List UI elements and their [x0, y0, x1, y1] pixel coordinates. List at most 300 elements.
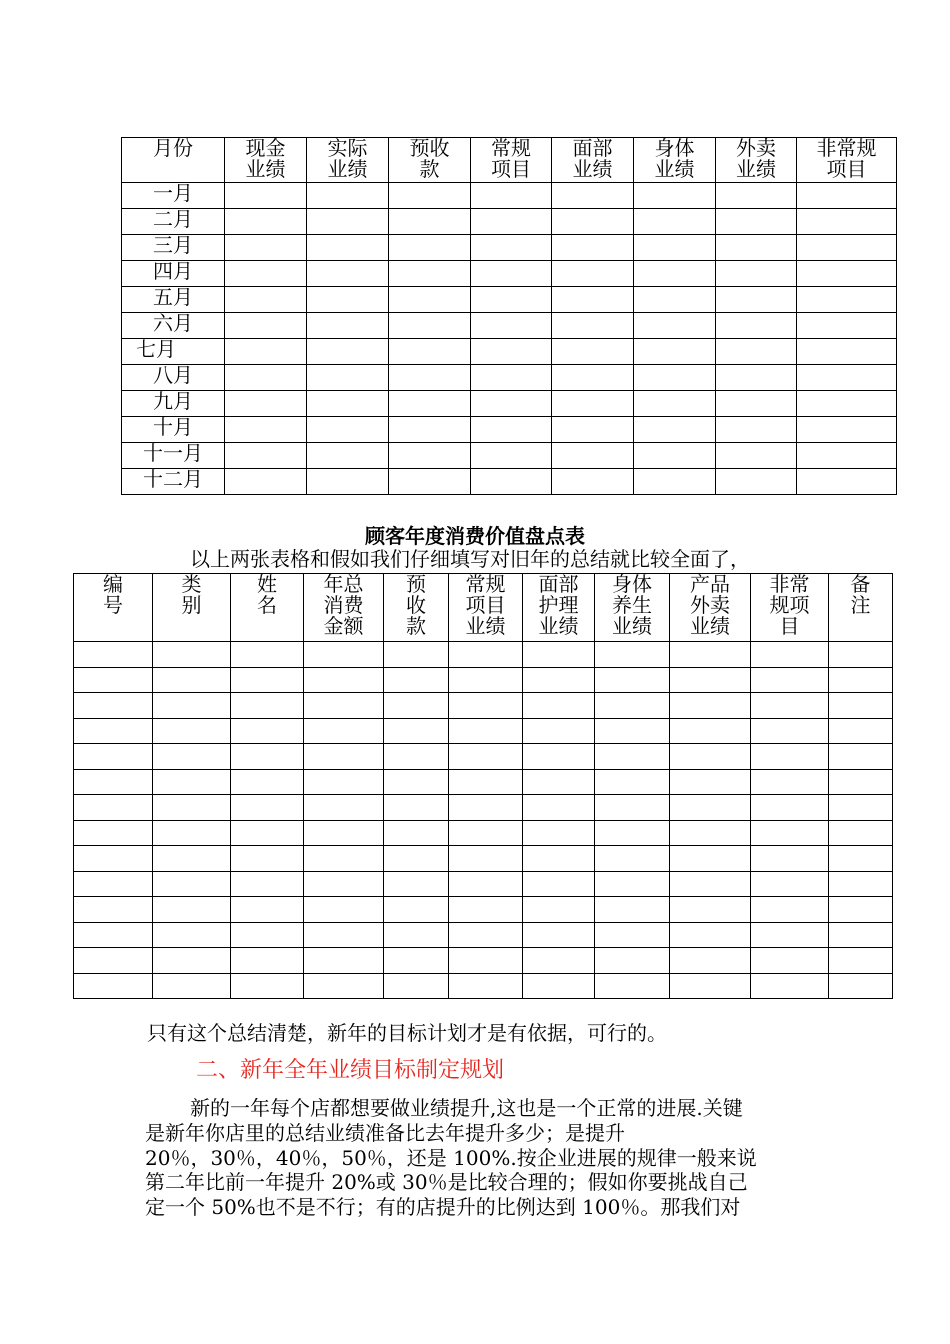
empty-cell — [389, 339, 471, 365]
table2-header-cell: 常规 项目 业绩 — [449, 574, 523, 642]
table-row — [74, 718, 893, 744]
empty-cell — [231, 948, 304, 974]
empty-cell — [471, 469, 552, 495]
month-cell: 四月 — [122, 261, 225, 287]
month-cell: 十二月 — [122, 469, 225, 495]
empty-cell — [471, 339, 552, 365]
empty-cell — [716, 235, 797, 261]
table1-header-cell: 实际 业绩 — [307, 138, 389, 183]
empty-cell — [523, 973, 595, 999]
table1-header-cell: 外卖 业绩 — [716, 138, 797, 183]
empty-cell — [670, 846, 751, 872]
empty-cell — [389, 443, 471, 469]
empty-cell — [751, 769, 829, 795]
empty-cell — [153, 846, 231, 872]
empty-cell — [153, 871, 231, 897]
empty-cell — [449, 871, 523, 897]
empty-cell — [231, 846, 304, 872]
empty-cell — [384, 922, 449, 948]
empty-cell — [595, 871, 670, 897]
empty-cell — [797, 235, 897, 261]
empty-cell — [523, 922, 595, 948]
table1-header-cell: 预收 款 — [389, 138, 471, 183]
empty-cell — [449, 667, 523, 693]
empty-cell — [634, 339, 716, 365]
empty-cell — [751, 667, 829, 693]
empty-cell — [74, 871, 153, 897]
empty-cell — [449, 922, 523, 948]
table-row — [122, 391, 897, 417]
empty-cell — [231, 922, 304, 948]
empty-cell — [153, 948, 231, 974]
paragraph-line-3: 20％，30％，40％，50％，还是 100%.按企业进展的规律一般来说 — [145, 1146, 757, 1170]
empty-cell — [449, 718, 523, 744]
empty-cell — [225, 209, 307, 235]
empty-cell — [829, 769, 893, 795]
empty-cell — [389, 417, 471, 443]
empty-cell — [634, 417, 716, 443]
empty-cell — [307, 417, 389, 443]
empty-cell — [634, 183, 716, 209]
table-row — [122, 209, 897, 235]
paragraph-line-5: 定一个 50%也不是不行；有的店提升的比例达到 100％。那我们对 — [145, 1195, 741, 1219]
empty-cell — [523, 820, 595, 846]
empty-cell — [74, 693, 153, 719]
empty-cell — [231, 744, 304, 770]
empty-cell — [552, 235, 634, 261]
table-row — [122, 443, 897, 469]
table1-header-cell: 面部 业绩 — [552, 138, 634, 183]
empty-cell — [449, 744, 523, 770]
table-row — [74, 871, 893, 897]
empty-cell — [634, 469, 716, 495]
empty-cell — [225, 235, 307, 261]
empty-cell — [304, 871, 384, 897]
empty-cell — [829, 897, 893, 923]
empty-cell — [552, 183, 634, 209]
empty-cell — [304, 667, 384, 693]
empty-cell — [307, 443, 389, 469]
empty-cell — [471, 235, 552, 261]
empty-cell — [523, 795, 595, 821]
month-cell: 二月 — [122, 209, 225, 235]
table-row — [122, 365, 897, 391]
empty-cell — [751, 871, 829, 897]
empty-cell — [829, 820, 893, 846]
empty-cell — [751, 820, 829, 846]
empty-cell — [670, 897, 751, 923]
empty-cell — [595, 769, 670, 795]
empty-cell — [449, 948, 523, 974]
empty-cell — [797, 417, 897, 443]
empty-cell — [670, 973, 751, 999]
empty-cell — [797, 469, 897, 495]
empty-cell — [384, 871, 449, 897]
month-cell: 七月 — [122, 339, 225, 365]
empty-cell — [389, 183, 471, 209]
empty-cell — [716, 287, 797, 313]
empty-cell — [670, 693, 751, 719]
empty-cell — [716, 209, 797, 235]
empty-cell — [307, 339, 389, 365]
table-row — [74, 667, 893, 693]
empty-cell — [751, 718, 829, 744]
empty-cell — [304, 820, 384, 846]
empty-cell — [471, 443, 552, 469]
empty-cell — [595, 973, 670, 999]
empty-cell — [231, 693, 304, 719]
empty-cell — [384, 820, 449, 846]
empty-cell — [231, 871, 304, 897]
empty-cell — [829, 973, 893, 999]
table-row — [74, 846, 893, 872]
empty-cell — [523, 642, 595, 668]
table2-header-cell: 非常 规项 目 — [751, 574, 829, 642]
empty-cell — [389, 287, 471, 313]
empty-cell — [153, 718, 231, 744]
empty-cell — [389, 469, 471, 495]
empty-cell — [797, 287, 897, 313]
empty-cell — [74, 769, 153, 795]
table-row — [74, 897, 893, 923]
empty-cell — [797, 313, 897, 339]
empty-cell — [304, 846, 384, 872]
empty-cell — [829, 642, 893, 668]
empty-cell — [634, 365, 716, 391]
empty-cell — [634, 313, 716, 339]
empty-cell — [384, 667, 449, 693]
empty-cell — [595, 667, 670, 693]
table2-header-cell: 编 号 — [74, 574, 153, 642]
empty-cell — [634, 261, 716, 287]
empty-cell — [797, 209, 897, 235]
empty-cell — [74, 948, 153, 974]
empty-cell — [304, 897, 384, 923]
empty-cell — [829, 871, 893, 897]
empty-cell — [670, 795, 751, 821]
empty-cell — [670, 744, 751, 770]
empty-cell — [670, 871, 751, 897]
table-row — [122, 261, 897, 287]
empty-cell — [384, 795, 449, 821]
empty-cell — [231, 820, 304, 846]
table-row — [74, 642, 893, 668]
empty-cell — [225, 469, 307, 495]
empty-cell — [449, 897, 523, 923]
empty-cell — [670, 820, 751, 846]
empty-cell — [829, 795, 893, 821]
empty-cell — [751, 922, 829, 948]
empty-cell — [307, 261, 389, 287]
table1-header-cell: 常规 项目 — [471, 138, 552, 183]
paragraph-line-4: 第二年比前一年提升 20%或 30％是比较合理的；假如你要挑战自己 — [145, 1170, 748, 1194]
empty-cell — [670, 922, 751, 948]
empty-cell — [634, 391, 716, 417]
empty-cell — [716, 261, 797, 287]
empty-cell — [523, 948, 595, 974]
section-heading: 二、新年全年业绩目标制定规划 — [196, 1058, 505, 1083]
empty-cell — [716, 417, 797, 443]
empty-cell — [523, 897, 595, 923]
empty-cell — [716, 339, 797, 365]
empty-cell — [231, 973, 304, 999]
table-row — [74, 922, 893, 948]
intro-text: 以上两张表格和假如我们仔细填写对旧年的总结就比较全面了， — [190, 547, 750, 571]
summary-line: 只有这个总结清楚，新年的目标计划才是有依据，可行的。 — [147, 1021, 667, 1045]
table1-header-cell: 非常规 项目 — [797, 138, 897, 183]
empty-cell — [153, 795, 231, 821]
table-row — [122, 313, 897, 339]
empty-cell — [471, 365, 552, 391]
empty-cell — [670, 718, 751, 744]
empty-cell — [384, 642, 449, 668]
table-row — [74, 744, 893, 770]
customer-value-table — [73, 573, 893, 999]
empty-cell — [449, 973, 523, 999]
table-row — [74, 948, 893, 974]
empty-cell — [716, 391, 797, 417]
empty-cell — [389, 261, 471, 287]
table2-header-cell: 预 收 款 — [384, 574, 449, 642]
table-row — [122, 183, 897, 209]
table-row — [122, 339, 897, 365]
empty-cell — [797, 261, 897, 287]
empty-cell — [449, 769, 523, 795]
table-row — [122, 287, 897, 313]
empty-cell — [307, 183, 389, 209]
empty-cell — [449, 795, 523, 821]
empty-cell — [634, 209, 716, 235]
empty-cell — [231, 769, 304, 795]
empty-cell — [523, 744, 595, 770]
empty-cell — [829, 693, 893, 719]
empty-cell — [751, 642, 829, 668]
empty-cell — [304, 718, 384, 744]
empty-cell — [384, 897, 449, 923]
empty-cell — [751, 795, 829, 821]
empty-cell — [153, 693, 231, 719]
empty-cell — [670, 667, 751, 693]
empty-cell — [670, 769, 751, 795]
empty-cell — [449, 846, 523, 872]
empty-cell — [225, 287, 307, 313]
empty-cell — [523, 846, 595, 872]
empty-cell — [471, 391, 552, 417]
empty-cell — [471, 183, 552, 209]
table-row — [74, 769, 893, 795]
table2-header-cell: 姓 名 — [231, 574, 304, 642]
empty-cell — [797, 365, 897, 391]
empty-cell — [225, 391, 307, 417]
empty-cell — [153, 973, 231, 999]
month-cell: 三月 — [122, 235, 225, 261]
empty-cell — [552, 287, 634, 313]
empty-cell — [384, 948, 449, 974]
month-cell: 一月 — [122, 183, 225, 209]
empty-cell — [307, 313, 389, 339]
empty-cell — [389, 391, 471, 417]
empty-cell — [523, 769, 595, 795]
customer-value-table-title: 顾客年度消费价值盘点表 — [365, 524, 585, 548]
table-row — [74, 795, 893, 821]
empty-cell — [231, 897, 304, 923]
empty-cell — [595, 744, 670, 770]
empty-cell — [231, 795, 304, 821]
empty-cell — [304, 769, 384, 795]
empty-cell — [751, 897, 829, 923]
empty-cell — [751, 693, 829, 719]
empty-cell — [552, 365, 634, 391]
empty-cell — [449, 693, 523, 719]
empty-cell — [153, 642, 231, 668]
empty-cell — [307, 469, 389, 495]
empty-cell — [523, 667, 595, 693]
empty-cell — [153, 922, 231, 948]
empty-cell — [307, 391, 389, 417]
empty-cell — [716, 469, 797, 495]
empty-cell — [523, 693, 595, 719]
empty-cell — [595, 718, 670, 744]
empty-cell — [74, 718, 153, 744]
empty-cell — [797, 443, 897, 469]
empty-cell — [634, 287, 716, 313]
empty-cell — [829, 846, 893, 872]
table2-header-cell: 面部 护理 业绩 — [523, 574, 595, 642]
empty-cell — [304, 948, 384, 974]
empty-cell — [384, 769, 449, 795]
table2-header-cell: 年总 消费 金额 — [304, 574, 384, 642]
empty-cell — [595, 642, 670, 668]
empty-cell — [304, 973, 384, 999]
empty-cell — [634, 443, 716, 469]
empty-cell — [670, 948, 751, 974]
empty-cell — [449, 820, 523, 846]
empty-cell — [829, 948, 893, 974]
empty-cell — [74, 744, 153, 770]
empty-cell — [829, 744, 893, 770]
table-row — [74, 973, 893, 999]
empty-cell — [716, 313, 797, 339]
empty-cell — [153, 820, 231, 846]
empty-cell — [552, 339, 634, 365]
empty-cell — [389, 235, 471, 261]
empty-cell — [225, 313, 307, 339]
empty-cell — [670, 642, 751, 668]
empty-cell — [74, 667, 153, 693]
empty-cell — [307, 209, 389, 235]
empty-cell — [153, 769, 231, 795]
empty-cell — [523, 871, 595, 897]
paragraph-line-1: 新的一年每个店都想要做业绩提升,这也是一个正常的进展.关键 — [190, 1096, 743, 1120]
empty-cell — [471, 417, 552, 443]
empty-cell — [595, 693, 670, 719]
empty-cell — [153, 897, 231, 923]
month-cell: 六月 — [122, 313, 225, 339]
empty-cell — [829, 922, 893, 948]
empty-cell — [552, 313, 634, 339]
table2-header-cell: 类 别 — [153, 574, 231, 642]
empty-cell — [225, 339, 307, 365]
table1-header-cell: 身体 业绩 — [634, 138, 716, 183]
empty-cell — [384, 693, 449, 719]
empty-cell — [829, 667, 893, 693]
empty-cell — [307, 287, 389, 313]
month-cell: 十月 — [122, 417, 225, 443]
empty-cell — [225, 417, 307, 443]
empty-cell — [471, 209, 552, 235]
empty-cell — [797, 391, 897, 417]
empty-cell — [384, 973, 449, 999]
empty-cell — [751, 973, 829, 999]
empty-cell — [471, 287, 552, 313]
empty-cell — [74, 846, 153, 872]
empty-cell — [231, 667, 304, 693]
empty-cell — [716, 443, 797, 469]
empty-cell — [552, 443, 634, 469]
table2-header-cell: 备 注 — [829, 574, 893, 642]
empty-cell — [74, 820, 153, 846]
empty-cell — [595, 897, 670, 923]
empty-cell — [829, 718, 893, 744]
empty-cell — [552, 391, 634, 417]
empty-cell — [389, 209, 471, 235]
table2-header-cell: 身体 养生 业绩 — [595, 574, 670, 642]
empty-cell — [74, 973, 153, 999]
empty-cell — [389, 313, 471, 339]
table1-header-cell: 月份 — [122, 138, 225, 183]
empty-cell — [307, 235, 389, 261]
empty-cell — [304, 642, 384, 668]
month-cell: 五月 — [122, 287, 225, 313]
empty-cell — [552, 209, 634, 235]
empty-cell — [384, 744, 449, 770]
empty-cell — [471, 313, 552, 339]
table-row — [122, 417, 897, 443]
empty-cell — [595, 846, 670, 872]
table2-header-row — [74, 574, 893, 642]
empty-cell — [797, 183, 897, 209]
empty-cell — [304, 922, 384, 948]
empty-cell — [307, 365, 389, 391]
empty-cell — [153, 744, 231, 770]
month-cell: 九月 — [122, 391, 225, 417]
empty-cell — [304, 744, 384, 770]
table2-header-cell: 产品 外卖 业绩 — [670, 574, 751, 642]
empty-cell — [797, 339, 897, 365]
empty-cell — [74, 795, 153, 821]
empty-cell — [552, 417, 634, 443]
empty-cell — [751, 744, 829, 770]
empty-cell — [716, 365, 797, 391]
empty-cell — [384, 718, 449, 744]
table1-header-row — [122, 138, 897, 183]
empty-cell — [231, 642, 304, 668]
table-row — [74, 693, 893, 719]
empty-cell — [74, 642, 153, 668]
monthly-performance-table — [121, 137, 897, 495]
empty-cell — [595, 820, 670, 846]
table1-header-cell: 现金 业绩 — [225, 138, 307, 183]
empty-cell — [595, 948, 670, 974]
empty-cell — [595, 922, 670, 948]
empty-cell — [153, 667, 231, 693]
empty-cell — [304, 693, 384, 719]
empty-cell — [751, 846, 829, 872]
empty-cell — [74, 922, 153, 948]
table-row — [74, 820, 893, 846]
empty-cell — [225, 365, 307, 391]
empty-cell — [231, 718, 304, 744]
